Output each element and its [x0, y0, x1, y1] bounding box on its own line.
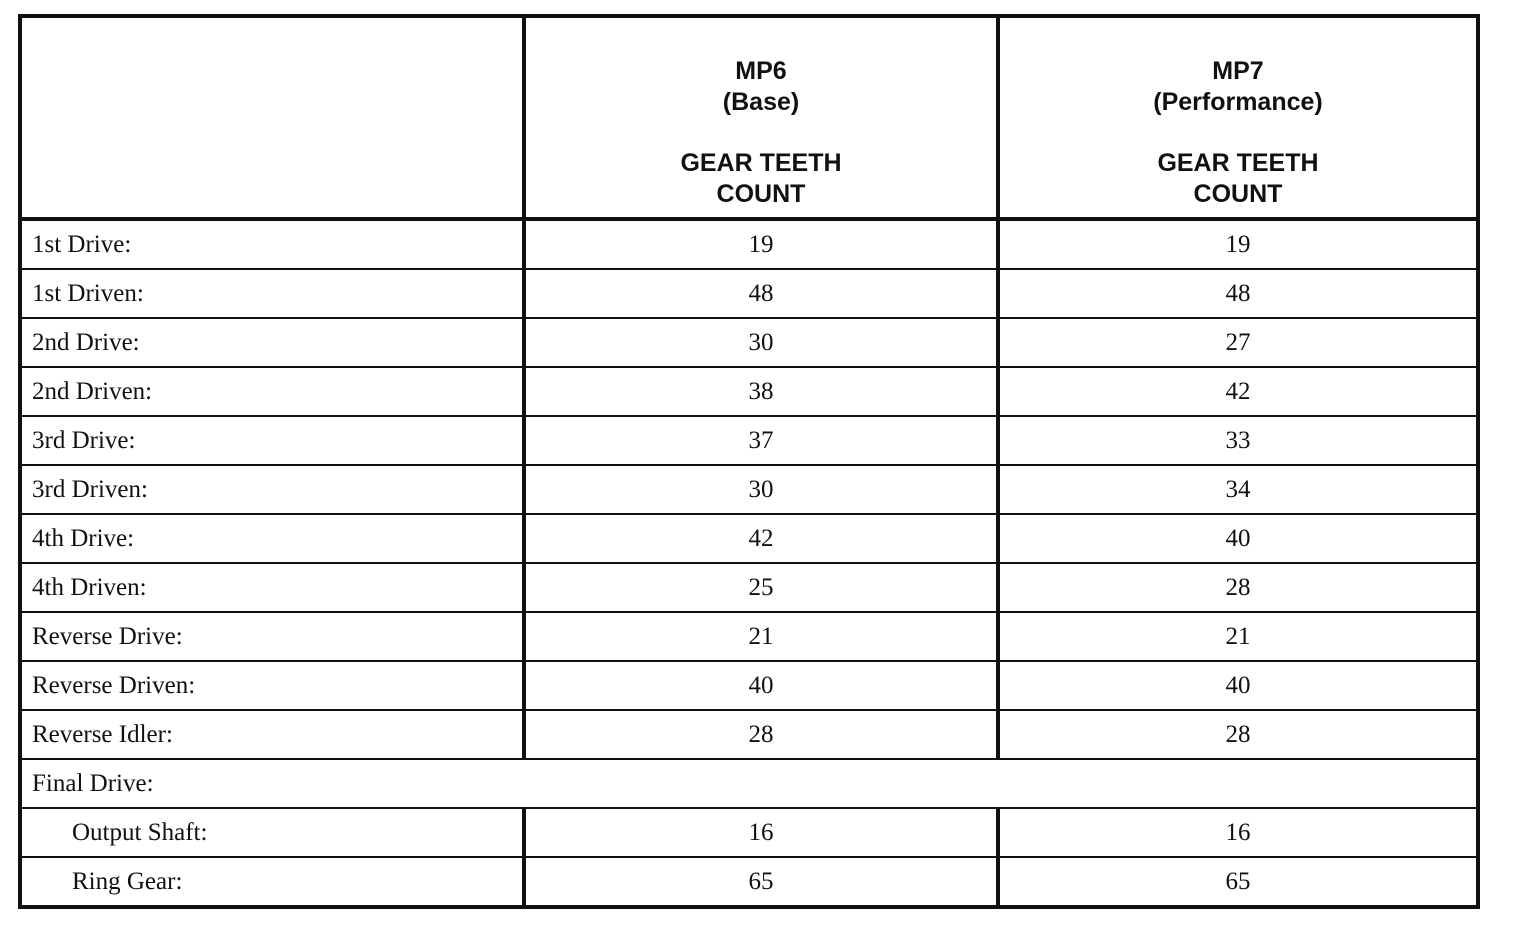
- row-label: Ring Gear:: [20, 857, 524, 907]
- mp6-value: 30: [524, 318, 998, 367]
- row-label: 2nd Driven:: [20, 367, 524, 416]
- row-label: 1st Driven:: [20, 269, 524, 318]
- mp7-value: 28: [998, 563, 1478, 612]
- mp7-value: 34: [998, 465, 1478, 514]
- mp6-value: 19: [524, 219, 998, 269]
- table-header-row: [20, 16, 1478, 219]
- row-label: 3rd Drive:: [20, 416, 524, 465]
- mp7-value: 33: [998, 416, 1478, 465]
- header-mp7-title-line2: COUNT: [1193, 180, 1283, 208]
- header-mp6-title-line2: COUNT: [716, 180, 806, 208]
- header-mp7-variant: (Performance): [1153, 88, 1323, 116]
- table-row-4th-drive: [20, 514, 1478, 563]
- mp7-value: 16: [998, 808, 1478, 857]
- table-row-output-shaft: [20, 808, 1478, 857]
- mp7-value: 27: [998, 318, 1478, 367]
- row-label: Reverse Drive:: [20, 612, 524, 661]
- table-row-4th-driven: [20, 563, 1478, 612]
- mp6-value: 28: [524, 710, 998, 759]
- header-mp6: [524, 16, 998, 219]
- table-row-reverse-idler: [20, 710, 1478, 759]
- table-row-2nd-drive: [20, 318, 1478, 367]
- row-label: 4th Drive:: [20, 514, 524, 563]
- mp6-value: 30: [524, 465, 998, 514]
- mp6-value: 48: [524, 269, 998, 318]
- table-row-final-drive: [20, 759, 1478, 808]
- table-row-2nd-driven: [20, 367, 1478, 416]
- table-row-3rd-drive: [20, 416, 1478, 465]
- header-mp6-title-line1: GEAR TEETH: [680, 149, 842, 177]
- table-row-1st-drive: [20, 219, 1478, 269]
- mp6-value: 65: [524, 857, 998, 907]
- header-mp7-model: MP7: [1212, 57, 1264, 85]
- header-mp6-variant: (Base): [722, 88, 800, 116]
- mp6-value: 37: [524, 416, 998, 465]
- row-label: Reverse Idler:: [20, 710, 524, 759]
- mp6-value: 21: [524, 612, 998, 661]
- row-label: 3rd Driven:: [20, 465, 524, 514]
- mp7-value: 40: [998, 661, 1478, 710]
- mp6-value: 25: [524, 563, 998, 612]
- row-label: 4th Driven:: [20, 563, 524, 612]
- mp7-value: 42: [998, 367, 1478, 416]
- mp7-value: 19: [998, 219, 1478, 269]
- mp6-value: 40: [524, 661, 998, 710]
- mp7-value: 48: [998, 269, 1478, 318]
- row-label: Reverse Driven:: [20, 661, 524, 710]
- header-empty-cell: [20, 16, 524, 219]
- mp6-value: 42: [524, 514, 998, 563]
- table-row-reverse-drive: [20, 612, 1478, 661]
- table-row-1st-driven: [20, 269, 1478, 318]
- mp7-value: 21: [998, 612, 1478, 661]
- mp6-value: 16: [524, 808, 998, 857]
- header-mp7-title-line1: GEAR TEETH: [1157, 149, 1319, 177]
- gear-teeth-table: [18, 14, 1480, 909]
- mp6-value: 38: [524, 367, 998, 416]
- mp7-value: 28: [998, 710, 1478, 759]
- table-row-reverse-driven: [20, 661, 1478, 710]
- table-row-ring-gear: [20, 857, 1478, 907]
- row-label: Output Shaft:: [20, 808, 524, 857]
- header-mp7: [998, 16, 1478, 219]
- mp7-value: 65: [998, 857, 1478, 907]
- final-drive-section-label: Final Drive:: [20, 759, 1478, 808]
- row-label: 1st Drive:: [20, 219, 524, 269]
- header-mp6-model: MP6: [735, 57, 787, 85]
- row-label: 2nd Drive:: [20, 318, 524, 367]
- mp7-value: 40: [998, 514, 1478, 563]
- table-row-3rd-driven: [20, 465, 1478, 514]
